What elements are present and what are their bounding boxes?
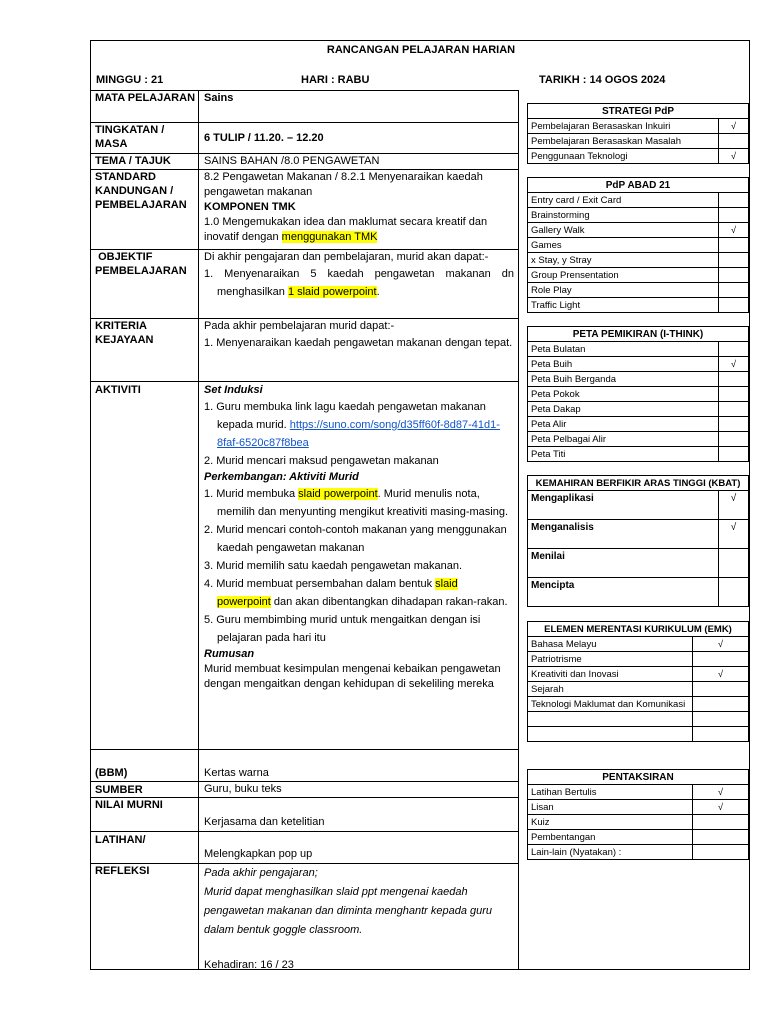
ithink-item-label: Peta Alir — [528, 417, 719, 432]
abad21-row — [528, 238, 749, 253]
check-mark — [719, 578, 749, 607]
pentaksiran-row — [528, 845, 749, 860]
check-mark — [719, 432, 749, 447]
ithink-row — [528, 417, 749, 432]
abad21-row — [528, 268, 749, 283]
objektif-value — [204, 250, 514, 301]
pentaksiran-body — [528, 785, 749, 860]
hari-label: HARI : RABU — [301, 74, 370, 86]
sumber-label: SUMBER — [95, 784, 143, 796]
abad21-row — [528, 283, 749, 298]
sumber-value: Guru, buku teks — [204, 783, 282, 795]
bbm-label: (BBM) — [95, 767, 128, 779]
aktiviti-item — [204, 398, 514, 452]
ithink-row — [528, 372, 749, 387]
song-link[interactable]: https://suno.com/song/d35ff60f-8d87-41d1-8faf-6520c87f8bea — [217, 419, 500, 449]
emk-row — [528, 712, 749, 727]
header-info-row — [91, 74, 751, 90]
nilai-murni-label: NILAI MURNI — [95, 799, 163, 811]
check-mark — [693, 727, 749, 742]
highlight-text: slaid powerpoint — [217, 578, 458, 608]
check-mark: √ — [693, 667, 749, 682]
check-mark: √ — [719, 149, 749, 164]
objektif-text: . — [376, 286, 380, 298]
abad21-row — [528, 223, 749, 238]
aktiviti-text: 4. Murid membuat persembahan dalam bentuk — [204, 578, 436, 590]
strategi-item-label: Pembelajaran Berasaskan Inkuiri — [528, 119, 719, 134]
kriteria-value — [204, 319, 514, 352]
check-mark: √ — [719, 223, 749, 238]
perkembangan-heading: Perkembangan: Aktiviti Murid — [204, 471, 359, 483]
emk-row — [528, 652, 749, 667]
emk-row — [528, 667, 749, 682]
aktiviti-text: dan akan dibentangkan dihadapan rakan-rakan. — [270, 596, 508, 608]
emk-item-label: Bahasa Melayu — [528, 637, 693, 652]
strategi-row — [528, 119, 749, 134]
tarikh-label: TARIKH : 14 OGOS 2024 — [539, 74, 666, 86]
pentaksiran-row — [528, 800, 749, 815]
check-mark — [719, 298, 749, 313]
abad21-item-label: Group Prensentation — [528, 268, 719, 283]
column-divider — [198, 90, 199, 970]
refleksi-value — [204, 864, 514, 975]
check-mark: √ — [693, 785, 749, 800]
check-mark — [719, 402, 749, 417]
check-mark — [719, 193, 749, 208]
emk-item-label: Kreativiti dan Inovasi — [528, 667, 693, 682]
row-divider — [91, 831, 519, 832]
pentaksiran-item-label: Pembentangan — [528, 830, 693, 845]
ithink-row — [528, 387, 749, 402]
check-mark: √ — [693, 800, 749, 815]
bbm-value: Kertas warna — [204, 767, 269, 779]
strategi-table — [527, 103, 749, 164]
emk-item-label: Teknologi Maklumat dan Komunikasi — [528, 697, 693, 712]
kbat-title: KEMAHIRAN BERFIKIR ARAS TINGGI (KBAT) — [528, 476, 749, 491]
pentaksiran-item-label: Kuiz — [528, 815, 693, 830]
abad21-row — [528, 193, 749, 208]
aktiviti-text: 1. Guru membuka link lagu kaedah pengawetan makanan kepada murid. — [204, 401, 486, 431]
minggu-label: MINGGU : 21 — [96, 74, 164, 86]
ithink-row — [528, 357, 749, 372]
emk-row — [528, 697, 749, 712]
standard-text: 1.0 Mengemukakan idea dan maklumat secara kreatif dan inovatif dengan — [204, 216, 488, 243]
ithink-item-label: Peta Bulatan — [528, 342, 719, 357]
abad21-item-label: Entry card / Exit Card — [528, 193, 719, 208]
check-mark — [719, 549, 749, 578]
aktiviti-item: 3. Murid memilih satu kaedah pengawetan makanan. — [204, 560, 463, 572]
mata-pelajaran-label: MATA PELAJARAN — [95, 92, 196, 104]
emk-item-label — [528, 712, 693, 727]
nilai-murni-value: Kerjasama dan ketelitian — [204, 816, 325, 828]
strategi-row — [528, 134, 749, 149]
abad21-body — [528, 193, 749, 313]
check-mark: √ — [719, 357, 749, 372]
ithink-row — [528, 342, 749, 357]
check-mark — [693, 712, 749, 727]
kbat-row — [528, 578, 749, 607]
kriteria-item: 1. Menyenaraikan kaedah pengawetan makanan dengan tepat. — [204, 337, 513, 349]
kbat-row — [528, 520, 749, 549]
check-mark: √ — [719, 520, 749, 549]
objektif-text: 1. Menyenaraikan 5 kaedah pengawetan makanan dn menghasilkan — [204, 268, 514, 298]
abad21-item-label: Brainstorming — [528, 208, 719, 223]
aktiviti-label: AKTIVITI — [95, 384, 141, 396]
refleksi-line: Pada akhir pengajaran; — [204, 867, 318, 879]
emk-item-label — [528, 727, 693, 742]
highlight-text: slaid powerpoint — [298, 488, 378, 500]
ithink-row — [528, 447, 749, 462]
kbat-item-label: Mencipta — [528, 578, 719, 607]
ithink-row — [528, 432, 749, 447]
check-mark — [719, 208, 749, 223]
abad21-row — [528, 298, 749, 313]
check-mark — [719, 283, 749, 298]
standard-label: STANDARD KANDUNGAN / PEMBELAJARAN — [95, 171, 187, 211]
kriteria-intro: Pada akhir pembelajaran murid dapat:- — [204, 320, 395, 332]
check-mark — [693, 697, 749, 712]
row-divider — [91, 381, 519, 382]
check-mark: √ — [719, 491, 749, 520]
aktiviti-value — [204, 383, 514, 692]
abad21-title: PdP ABAD 21 — [528, 178, 749, 193]
emk-item-label: Patriotrisme — [528, 652, 693, 667]
tingkatan-value: 6 TULIP / 11.20. – 12.20 — [204, 132, 324, 144]
standard-value — [204, 170, 514, 245]
check-mark — [719, 372, 749, 387]
pentaksiran-title: PENTAKSIRAN — [528, 770, 749, 785]
strategi-body — [528, 119, 749, 164]
objektif-intro: Di akhir pengajaran dan pembelajaran, murid akan dapat:- — [204, 251, 489, 263]
check-mark — [719, 268, 749, 283]
pentaksiran-item-label: Lain-lain (Nyatakan) : — [528, 845, 693, 860]
check-mark — [693, 682, 749, 697]
check-mark — [719, 253, 749, 268]
check-mark — [719, 447, 749, 462]
emk-body — [528, 637, 749, 742]
kbat-row — [528, 549, 749, 578]
check-mark — [719, 342, 749, 357]
column-divider — [518, 90, 519, 970]
rumusan-text: Murid membuat kesimpulan mengenai kebaikan pengawetan dengan mengaitkan dengan kehidupan di sekeliling mereka — [204, 663, 501, 690]
refleksi-label: REFLEKSI — [95, 865, 150, 877]
latihan-value: Melengkapkan pop up — [204, 848, 313, 860]
highlight-text: 1 slaid powerpoint — [287, 286, 377, 298]
ithink-item-label: Peta Titi — [528, 447, 719, 462]
emk-table — [527, 621, 749, 742]
abad21-item-label: Traffic Light — [528, 298, 719, 313]
pentaksiran-item-label: Latihan Bertulis — [528, 785, 693, 800]
strategi-item-label: Penggunaan Teknologi — [528, 149, 719, 164]
tema-label: TEMA / TAJUK — [95, 155, 171, 167]
emk-row — [528, 682, 749, 697]
abad21-row — [528, 208, 749, 223]
check-mark — [719, 238, 749, 253]
check-mark — [719, 387, 749, 402]
pentaksiran-table — [527, 769, 749, 860]
rumusan-heading: Rumusan — [204, 648, 255, 660]
latihan-label: LATIHAN/ — [95, 834, 146, 846]
emk-title: ELEMEN MERENTASI KURIKULUM (EMK) — [528, 622, 749, 637]
komponen-heading: KOMPONEN TMK — [204, 201, 296, 213]
check-mark — [693, 652, 749, 667]
emk-row — [528, 637, 749, 652]
aktiviti-item — [204, 575, 514, 611]
pentaksiran-row — [528, 785, 749, 800]
highlight-text: menggunakan TMK — [281, 231, 378, 243]
check-mark — [693, 845, 749, 860]
ithink-item-label: Peta Dakap — [528, 402, 719, 417]
standard-line — [204, 215, 514, 245]
abad21-row — [528, 253, 749, 268]
set-induksi-heading: Set Induksi — [204, 384, 263, 396]
emk-row — [528, 727, 749, 742]
document-title: RANCANGAN PELAJARAN HARIAN — [326, 44, 516, 56]
aktiviti-text: 1. Murid membuka — [204, 488, 299, 500]
ithink-table — [527, 326, 749, 462]
abad21-item-label: x Stay, y Stray — [528, 253, 719, 268]
ithink-item-label: Peta Buih — [528, 357, 719, 372]
kbat-item-label: Mengaplikasi — [528, 491, 719, 520]
kriteria-label: KRITERIA KEJAYAAN — [95, 320, 154, 346]
ithink-item-label: Peta Pokok — [528, 387, 719, 402]
kbat-item-label: Menganalisis — [528, 520, 719, 549]
kbat-table — [527, 475, 749, 607]
strategi-item-label: Pembelajaran Berasaskan Masalah — [528, 134, 719, 149]
objektif-item — [204, 265, 514, 301]
refleksi-line: Murid dapat menghasilkan slaid ppt mengenai kaedah pengawetan makanan dan diminta menghantr kepada guru dalam bentuk goggle classroom. — [204, 886, 493, 936]
ithink-item-label: Peta Buih Berganda — [528, 372, 719, 387]
check-mark: √ — [693, 637, 749, 652]
abad21-item-label: Gallery Walk — [528, 223, 719, 238]
aktiviti-text: . Murid menulis nota, memilih dan menyunting mengikut kreativiti masing-masing. — [217, 488, 509, 518]
aktiviti-item: 2. Murid mencari contoh-contoh makanan yang menggunakan kaedah pengawetan makanan — [204, 524, 507, 554]
check-mark: √ — [719, 119, 749, 134]
kehadiran-text: Kehadiran: 16 / 23 — [204, 959, 294, 971]
pentaksiran-item-label: Lisan — [528, 800, 693, 815]
tingkatan-label: TINGKATAN / MASA — [95, 124, 165, 150]
aktiviti-item — [204, 485, 514, 521]
row-divider — [91, 749, 519, 750]
ithink-title: PETA PEMIKIRAN (I-THINK) — [528, 327, 749, 342]
check-mark — [719, 417, 749, 432]
pentaksiran-row — [528, 830, 749, 845]
kbat-row — [528, 491, 749, 520]
pentaksiran-row — [528, 815, 749, 830]
check-mark — [693, 830, 749, 845]
abad21-item-label: Role Play — [528, 283, 719, 298]
abad21-table — [527, 177, 749, 313]
check-mark — [719, 134, 749, 149]
mata-pelajaran-value: Sains — [204, 92, 234, 104]
tema-value: SAINS BAHAN /8.0 PENGAWETAN — [204, 155, 380, 167]
standard-line: 8.2 Pengawetan Makanan / 8.2.1 Menyenaraikan kaedah pengawetan makanan — [204, 171, 483, 198]
kbat-body — [528, 491, 749, 607]
strategi-title: STRATEGI PdP — [528, 104, 749, 119]
aktiviti-item: 5. Guru membimbing murid untuk mengaitkan dengan isi pelajaran pada hari itu — [204, 614, 481, 644]
objektif-label: OBJEKTIF PEMBELAJARAN — [95, 251, 187, 277]
ithink-body — [528, 342, 749, 462]
aktiviti-item: 2. Murid mencari maksud pengawetan makanan — [204, 455, 439, 467]
kbat-item-label: Menilai — [528, 549, 719, 578]
ithink-row — [528, 402, 749, 417]
abad21-item-label: Games — [528, 238, 719, 253]
check-mark — [693, 815, 749, 830]
strategi-row — [528, 149, 749, 164]
emk-item-label: Sejarah — [528, 682, 693, 697]
ithink-item-label: Peta Pelbagai Alir — [528, 432, 719, 447]
